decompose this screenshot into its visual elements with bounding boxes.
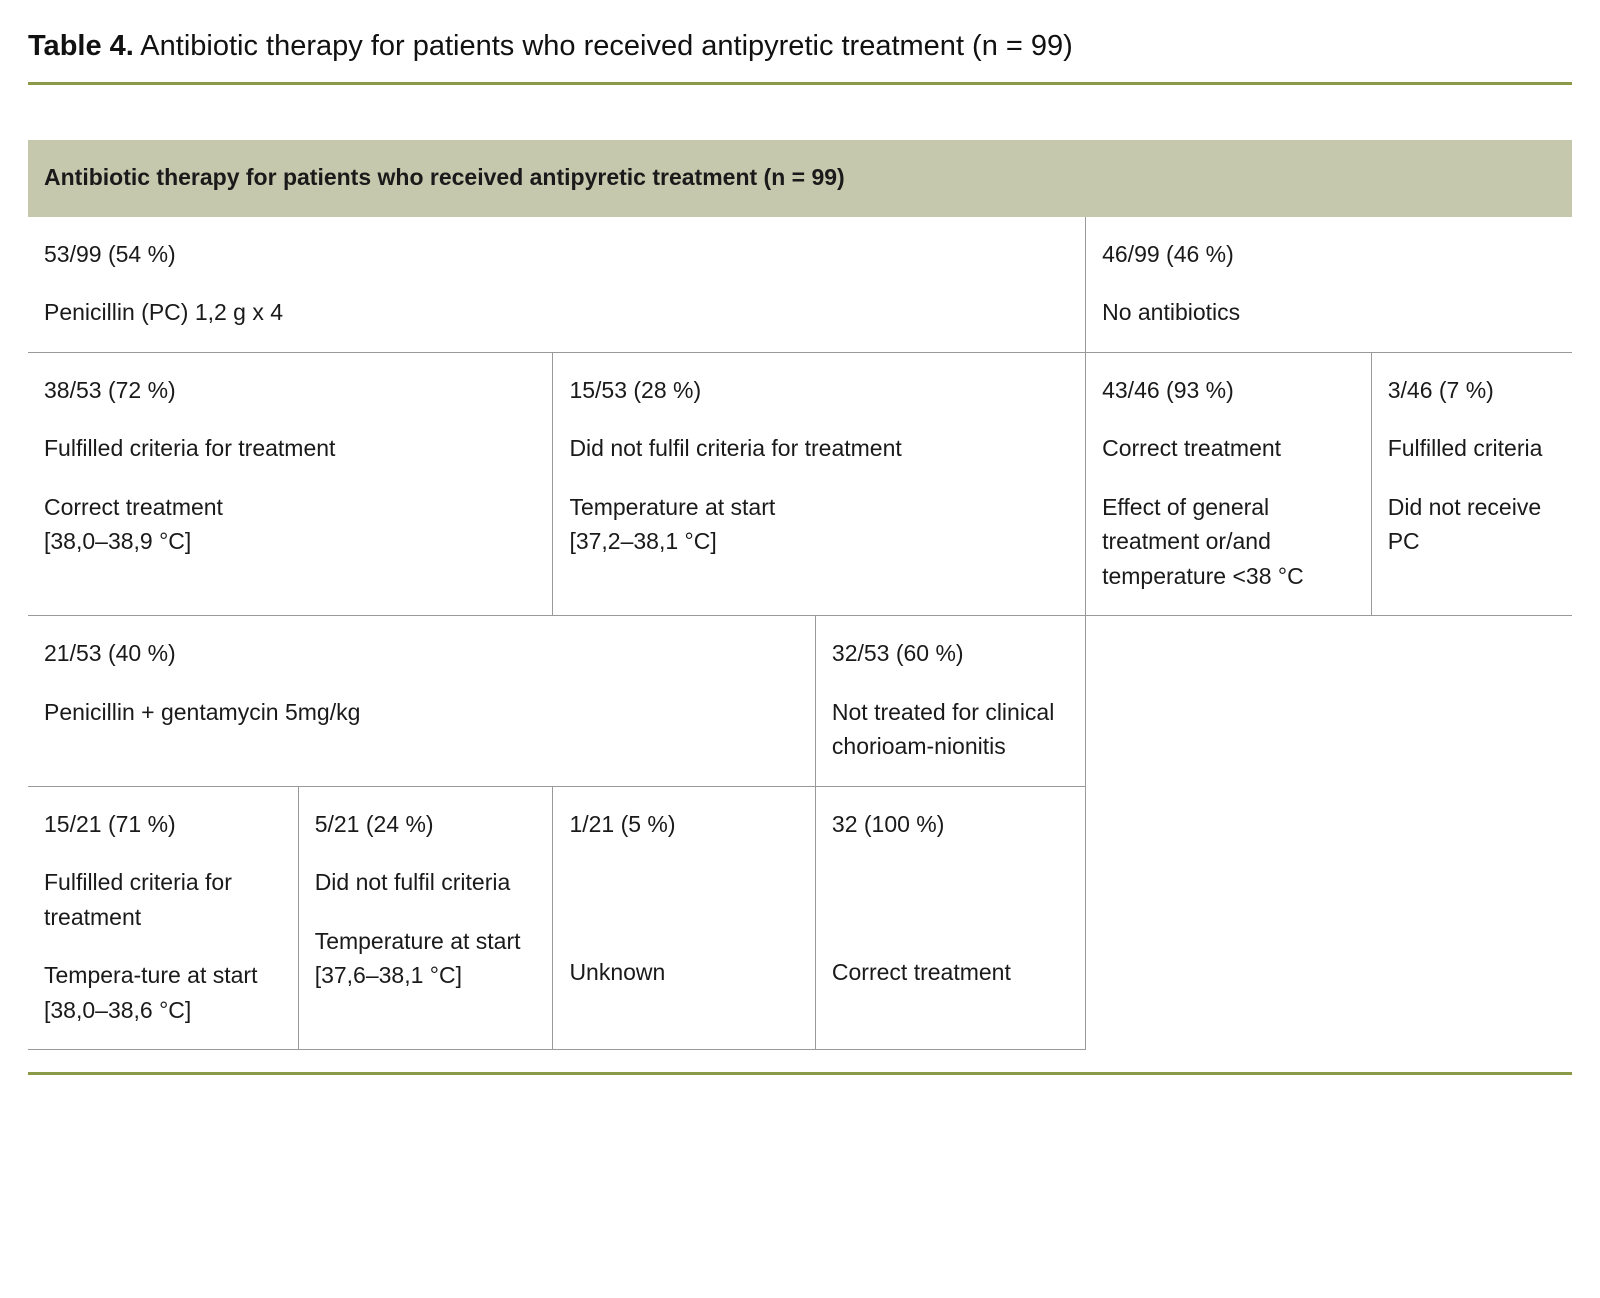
caption-label: Table 4. bbox=[28, 30, 134, 62]
cell-detail-2: Temperature at start [37,6–38,1 °C] bbox=[314, 927, 521, 989]
cell-empty bbox=[1086, 786, 1572, 1050]
cell-value: 46/99 (46 %) bbox=[1102, 240, 1234, 267]
cell-detail-2: Temperature at start [37,2–38,1 °C] bbox=[569, 493, 776, 555]
cell-antibiotics-no bbox=[1086, 217, 1572, 353]
cell-empty bbox=[1086, 616, 1572, 787]
cell-fulfilled-criteria-3-46 bbox=[1371, 352, 1572, 616]
cell-value: 21/53 (40 %) bbox=[44, 640, 176, 667]
cell-value: 15/21 (71 %) bbox=[44, 810, 176, 837]
cell-value: 3/46 (7 %) bbox=[1387, 376, 1494, 403]
cell-not-treated-32-53 bbox=[815, 616, 1085, 787]
cell-spacer bbox=[832, 865, 1069, 931]
bottom-rule bbox=[28, 1072, 1572, 1075]
cell-correct-treatment-32 bbox=[815, 786, 1085, 1050]
antibiotic-therapy-table bbox=[28, 140, 1572, 1050]
cell-spacer bbox=[569, 865, 798, 931]
cell-correct-treatment-43-46 bbox=[1086, 352, 1372, 616]
cell-detail-2: Did not receive PC bbox=[1387, 493, 1542, 555]
cell-detail-2: Tempera-ture at start [38,0–38,6 °C] bbox=[44, 962, 258, 1023]
cell-detail: Penicillin (PC) 1,2 g x 4 bbox=[44, 299, 284, 326]
cell-value: 1/21 (5 %) bbox=[569, 810, 676, 837]
cell-detail: Correct treatment bbox=[1102, 435, 1282, 462]
cell-detail: Penicillin + gentamycin 5mg/kg bbox=[44, 698, 361, 725]
cell-not-fulfilled-5-21 bbox=[298, 786, 553, 1050]
cell-detail: Fulfilled criteria bbox=[1387, 435, 1543, 462]
table-row bbox=[28, 786, 1572, 1050]
table-container bbox=[28, 140, 1572, 1050]
cell-value: 32/53 (60 %) bbox=[831, 640, 964, 667]
cell-value: 43/46 (93 %) bbox=[1102, 376, 1234, 403]
cell-detail: No antibiotics bbox=[1102, 299, 1241, 326]
top-rule bbox=[28, 82, 1572, 85]
table-row bbox=[28, 352, 1572, 616]
cell-detail: Did not fulfil criteria for treatment bbox=[569, 435, 902, 462]
table-header-cell: Antibiotic therapy for patients who received antipyretic treatment (n = 99) bbox=[28, 140, 1572, 217]
cell-unknown-1-21 bbox=[553, 786, 815, 1050]
cell-detail: Not treated for clinical chorioam-nionitis bbox=[831, 698, 1055, 760]
cell-antibiotics-yes bbox=[28, 217, 1086, 353]
cell-value: 15/53 (28 %) bbox=[569, 376, 702, 403]
cell-detail-2: Correct treatment [38,0–38,9 °C] bbox=[44, 493, 223, 555]
cell-value: 5/21 (24 %) bbox=[314, 810, 434, 837]
caption-text: Antibiotic therapy for patients who received antipyretic treatment (n = 99) bbox=[133, 30, 1073, 62]
cell-penicillin-gentamycin-21-53 bbox=[28, 616, 815, 787]
cell-fulfilled-15-21 bbox=[28, 786, 298, 1050]
cell-value: 38/53 (72 %) bbox=[44, 376, 176, 403]
cell-detail: Fulfilled criteria for treatment bbox=[44, 435, 336, 462]
cell-fulfilled-criteria-38-53 bbox=[28, 352, 553, 616]
cell-detail-2: Correct treatment bbox=[831, 959, 1011, 986]
page-title bbox=[28, 0, 1572, 82]
table-row bbox=[28, 217, 1572, 353]
cell-not-fulfilled-15-53 bbox=[553, 352, 1086, 616]
table-row bbox=[28, 616, 1572, 787]
cell-value: 53/99 (54 %) bbox=[44, 240, 176, 267]
cell-detail-2: Unknown bbox=[569, 959, 666, 986]
table-header-row bbox=[28, 140, 1572, 217]
cell-detail-2: Effect of general treatment or/and temperature <38 °C bbox=[1102, 493, 1304, 589]
cell-detail: Did not fulfil criteria bbox=[314, 869, 511, 896]
cell-value: 32 (100 %) bbox=[831, 810, 945, 837]
cell-detail: Fulfilled criteria for treatment bbox=[44, 869, 232, 930]
